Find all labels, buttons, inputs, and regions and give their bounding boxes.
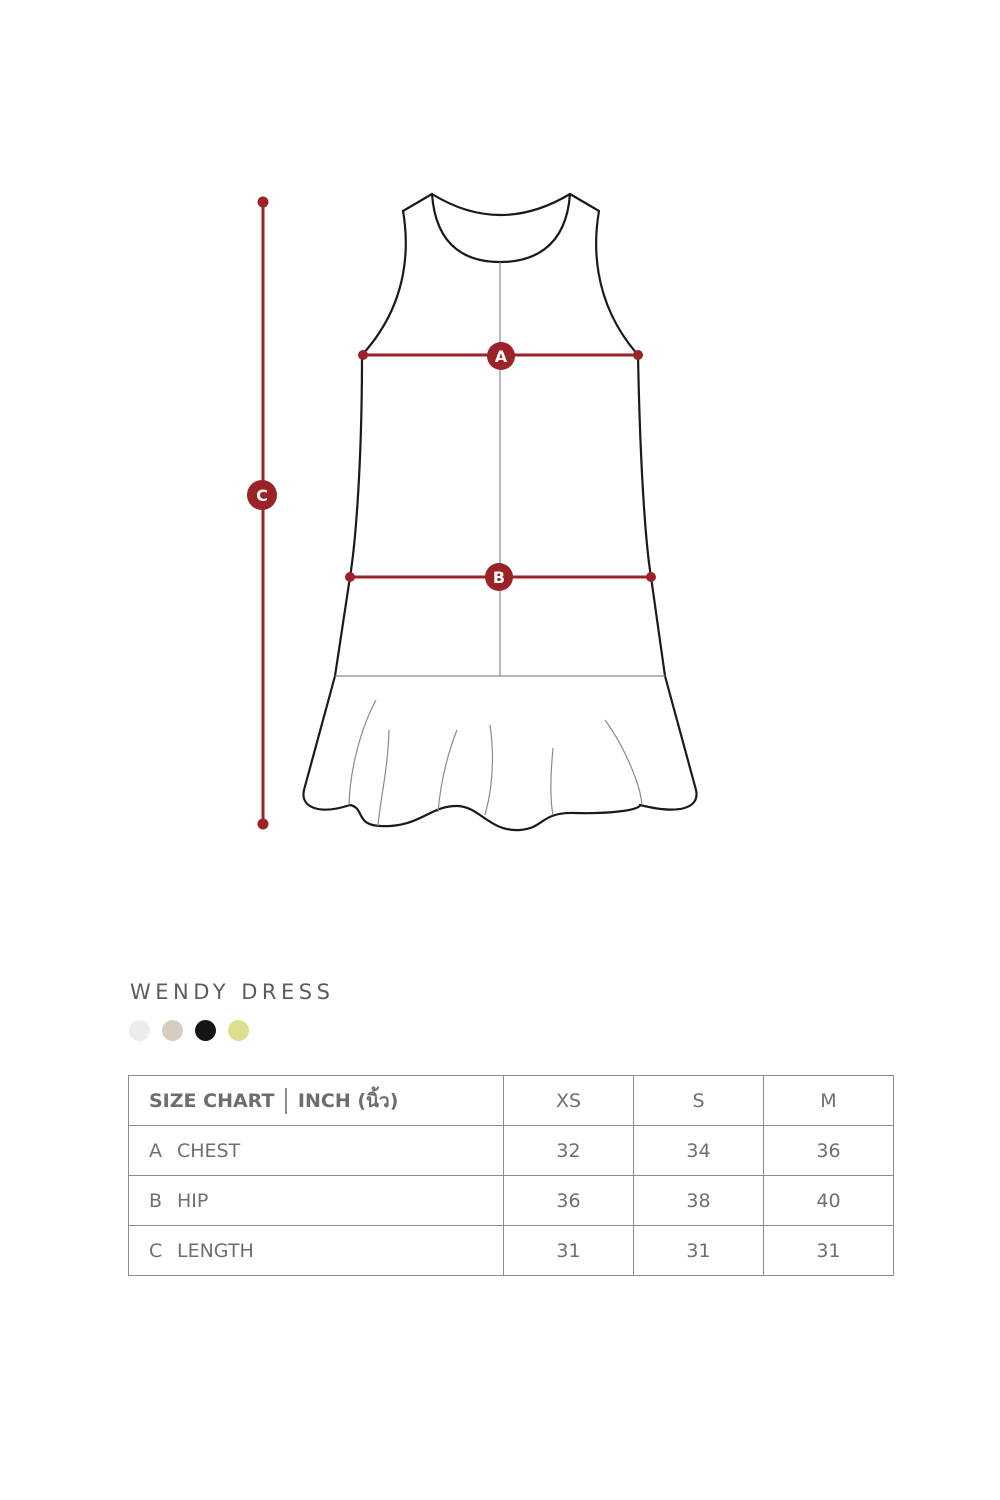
- ruffle-fold: [349, 700, 376, 805]
- color-swatch-white[interactable]: [129, 1020, 150, 1041]
- table-cell: 40: [764, 1176, 894, 1226]
- table-row: [129, 1226, 894, 1276]
- marker-a-label: A: [494, 347, 508, 366]
- ruffle-fold: [438, 730, 457, 812]
- chest-measure-endpoint: [358, 350, 368, 360]
- table-cell: 31: [504, 1226, 634, 1276]
- hip-measure-endpoint: [646, 572, 656, 582]
- marker-c: [247, 480, 277, 510]
- marker-b: [485, 563, 513, 591]
- size-chart-header-label: [129, 1076, 504, 1126]
- measurement-lines: [258, 197, 657, 830]
- row-letter: A: [149, 1139, 162, 1162]
- table-cell: 36: [764, 1126, 894, 1176]
- ruffle-fold: [605, 720, 642, 805]
- row-label: CHEST: [177, 1139, 241, 1162]
- row-label-length: [129, 1226, 504, 1276]
- size-chart-table: [128, 1075, 894, 1276]
- marker-a: [487, 342, 515, 370]
- size-header-xs: XS: [504, 1076, 634, 1126]
- size-chart-header-row: [129, 1076, 894, 1126]
- size-chart-title: SIZE CHART: [149, 1089, 275, 1112]
- table-cell: 34: [634, 1126, 764, 1176]
- marker-c-label: C: [256, 486, 268, 505]
- row-label: LENGTH: [177, 1239, 254, 1262]
- table-cell: 38: [634, 1176, 764, 1226]
- table-cell: 32: [504, 1126, 634, 1176]
- length-measure-endpoint: [258, 197, 269, 208]
- row-label-chest: [129, 1126, 504, 1176]
- table-row: [129, 1176, 894, 1226]
- table-cell: 31: [764, 1226, 894, 1276]
- color-swatch-beige[interactable]: [162, 1020, 183, 1041]
- product-title: WENDY DRESS: [130, 980, 335, 1004]
- size-header-m: M: [764, 1076, 894, 1126]
- row-letter: C: [149, 1239, 163, 1262]
- color-swatches: [129, 1020, 249, 1041]
- color-swatch-lime[interactable]: [228, 1020, 249, 1041]
- table-cell: 31: [634, 1226, 764, 1276]
- dress-right-strap-and-side: [570, 194, 697, 810]
- row-letter: B: [149, 1189, 163, 1212]
- length-measure-endpoint: [258, 819, 269, 830]
- header-divider: [285, 1088, 287, 1114]
- color-swatch-black[interactable]: [195, 1020, 216, 1041]
- size-chart-unit: INCH (นิ้ว): [297, 1089, 399, 1112]
- ruffle-fold: [378, 730, 389, 826]
- dress-neckline: [432, 194, 570, 215]
- dress-hem: [350, 805, 640, 830]
- size-header-s: S: [634, 1076, 764, 1126]
- ruffle-fold: [485, 725, 492, 815]
- row-label-hip: [129, 1176, 504, 1226]
- table-row: [129, 1126, 894, 1176]
- marker-b-label: B: [492, 568, 506, 587]
- row-label: HIP: [177, 1189, 209, 1212]
- table-cell: 36: [504, 1176, 634, 1226]
- hip-measure-endpoint: [345, 572, 355, 582]
- chest-measure-endpoint: [633, 350, 643, 360]
- ruffle-fold: [551, 748, 553, 815]
